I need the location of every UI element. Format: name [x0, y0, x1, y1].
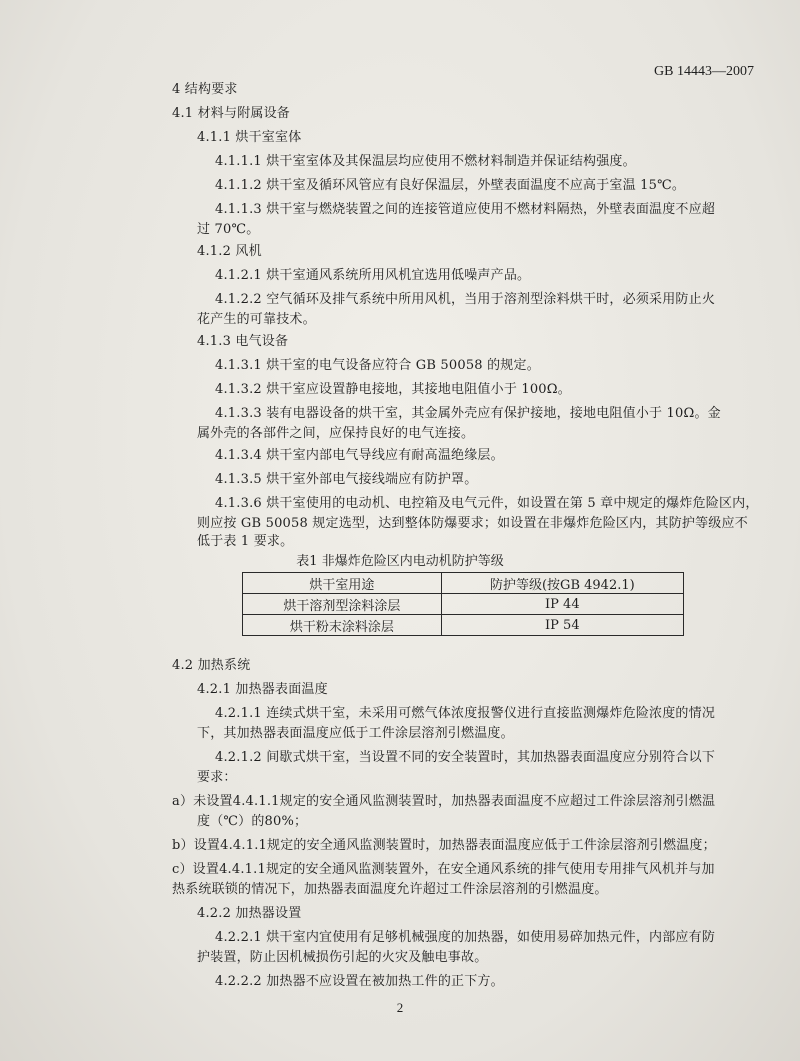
- table-row: [243, 594, 684, 615]
- table-header-row: [243, 573, 684, 594]
- page-number: 2: [396, 1000, 404, 1015]
- item-c-line1: c）设置4.4.1.1规定的安全通风监测装置外，在安全通风系统的排气使用专用排气风机并与加: [172, 862, 715, 877]
- table-row: [243, 615, 684, 636]
- item-a-line2: 度（℃）的80%；: [197, 814, 308, 829]
- table-header-cell: 防护等级(按GB 4942.1): [441, 573, 683, 594]
- standard-code: GB 14443—2007: [654, 64, 754, 79]
- paragraph-4-1-2-1: 4.1.2.1 烘干室通风系统所用风机宜选用低噪声产品。: [215, 268, 531, 283]
- section-4-1-1-heading: 4.1.1 烘干室室体: [197, 130, 302, 145]
- paragraph-4-1-1-3-line1: 4.1.1.3 烘干室与燃烧装置之间的连接管道应使用不燃材料隔热，外壁表面温度不应超: [215, 202, 716, 217]
- paragraph-4-2-2-1-line1: 4.2.2.1 烘干室内宜使用有足够机械强度的加热器，如使用易碎加热元件，内部应有防: [215, 930, 716, 945]
- item-b: b）设置4.4.1.1规定的安全通风监测装置时，加热器表面温度应低于工件涂层溶剂引燃温度；: [172, 838, 716, 853]
- paragraph-4-1-3-2: 4.1.3.2 烘干室应设置静电接地，其接地电阻值小于 100Ω。: [215, 382, 571, 397]
- paragraph-4-1-1-1: 4.1.1.1 烘干室室体及其保温层均应使用不燃材料制造并保证结构强度。: [215, 154, 636, 169]
- paragraph-4-1-1-3-line2: 过 70℃。: [197, 222, 260, 237]
- paragraph-4-1-3-4: 4.1.3.4 烘干室内部电气导线应有耐高温绝缘层。: [215, 448, 504, 463]
- table-cell: 烘干粉末涂料涂层: [243, 615, 442, 636]
- section-4-heading: 4 结构要求: [172, 82, 238, 97]
- section-4-1-2-heading: 4.1.2 风机: [197, 244, 262, 259]
- paragraph-4-2-1-2-line1: 4.2.1.2 间歇式烘干室，当设置不同的安全装置时，其加热器表面温度应分别符合以下: [215, 750, 716, 765]
- paragraph-4-1-3-5: 4.1.3.5 烘干室外部电气接线端应有防护罩。: [215, 472, 478, 487]
- paragraph-4-1-2-2-line1: 4.1.2.2 空气循环及排气系统中所用风机，当用于溶剂型涂料烘干时，必须采用防止火: [215, 292, 716, 307]
- paragraph-4-1-3-6-line3: 低于表 1 要求。: [197, 534, 294, 549]
- item-c-line2: 热系统联锁的情况下，加热器表面温度允许超过工件涂层溶剂的引燃温度。: [172, 882, 608, 897]
- paragraph-4-1-3-1: 4.1.3.1 烘干室的电气设备应符合 GB 50058 的规定。: [215, 358, 540, 373]
- paragraph-4-2-2-2: 4.2.2.2 加热器不应设置在被加热工件的正下方。: [215, 974, 504, 989]
- table-cell: IP 54: [441, 615, 683, 636]
- paragraph-4-1-3-3-line2: 属外壳的各部件之间，应保持良好的电气连接。: [197, 426, 475, 441]
- table-header-cell: 烘干室用途: [243, 573, 442, 594]
- paragraph-4-2-1-1-line1: 4.2.1.1 连续式烘干室，未采用可燃气体浓度报警仪进行直接监测爆炸危险浓度的情况: [215, 706, 716, 721]
- paragraph-4-1-2-2-line2: 花产生的可靠技术。: [197, 312, 316, 327]
- table-cell: 烘干溶剂型涂料涂层: [243, 594, 442, 615]
- paragraph-4-2-2-1-line2: 护装置，防止因机械损伤引起的火灾及触电事故。: [197, 950, 488, 965]
- paragraph-4-2-1-2-line2: 要求：: [197, 770, 237, 785]
- section-4-1-3-heading: 4.1.3 电气设备: [197, 334, 289, 349]
- section-4-2-heading: 4.2 加热系统: [172, 658, 251, 673]
- table-1: [242, 572, 684, 636]
- section-4-1-heading: 4.1 材料与附属设备: [172, 106, 291, 121]
- item-a-line1: a）未设置4.4.1.1规定的安全通风监测装置时，加热器表面温度不应超过工件涂层溶剂引燃温: [172, 794, 716, 809]
- section-4-2-2-heading: 4.2.2 加热器设置: [197, 906, 302, 921]
- paragraph-4-1-3-6-line1: 4.1.3.6 烘干室使用的电动机、电控箱及电气元件，如设置在第 5 章中规定的爆炸危险区内，: [215, 496, 759, 511]
- paragraph-4-1-3-3-line1: 4.1.3.3 装有电器设备的烘干室，其金属外壳应有保护接地，接地电阻值小于 10Ω。金: [215, 406, 721, 421]
- section-4-2-1-heading: 4.2.1 加热器表面温度: [197, 682, 328, 697]
- paragraph-4-2-1-1-line2: 下，其加热器表面温度应低于工件涂层溶剂引燃温度。: [197, 726, 514, 741]
- paragraph-4-1-3-6-line2: 则应按 GB 50058 规定选型，达到整体防爆要求；如设置在非爆炸危险区内，其防护等级应不: [197, 516, 748, 531]
- paragraph-4-1-1-2: 4.1.1.2 烘干室及循环风管应有良好保温层，外壁表面温度不应高于室温 15℃。: [215, 178, 686, 193]
- table-cell: IP 44: [441, 594, 683, 615]
- table-1-caption: 表1 非爆炸危险区内电动机防护等级: [296, 554, 504, 569]
